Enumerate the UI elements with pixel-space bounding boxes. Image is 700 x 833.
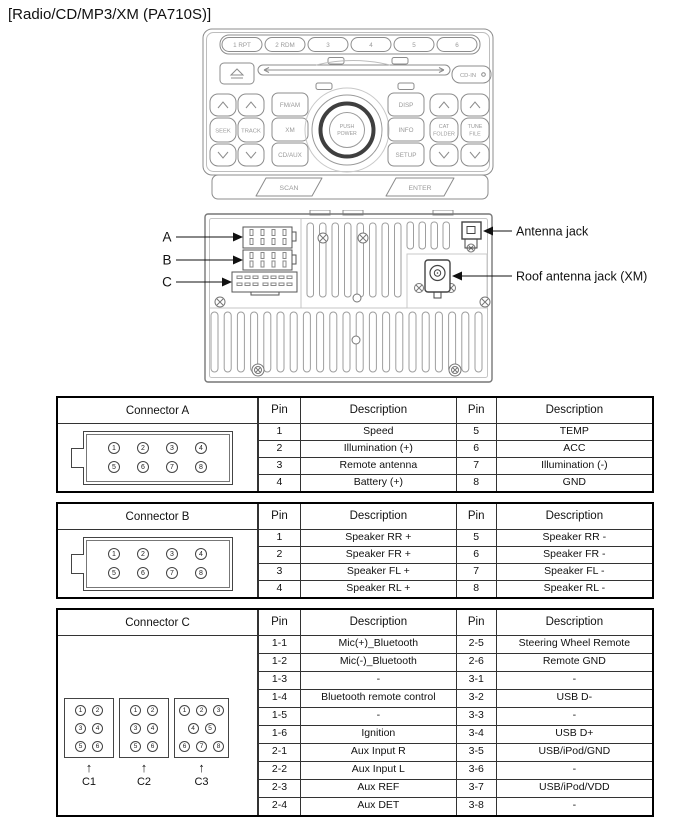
- pin-number: 1: [179, 705, 190, 716]
- setup-label: SETUP: [395, 152, 417, 159]
- table-cell: Speaker RL +: [300, 580, 456, 597]
- connector-b-pin-table: [258, 504, 652, 597]
- indicator-window: [316, 83, 332, 90]
- pin-number: 3: [166, 548, 178, 560]
- table-row: [259, 761, 653, 779]
- chevron-down-icon: [218, 152, 228, 158]
- table-cell: Speaker RR +: [300, 529, 456, 546]
- pin-number: 8: [195, 567, 207, 579]
- track-label: TRACK: [241, 128, 261, 135]
- pin-row: [179, 741, 224, 752]
- table-cell: 2-5: [456, 635, 496, 653]
- chevron-up-icon: [470, 102, 480, 108]
- table-cell: -: [300, 707, 456, 725]
- indicator-window: [392, 58, 408, 65]
- c3-pins: [174, 698, 229, 758]
- table-cell: Speaker FR +: [300, 546, 456, 563]
- power-label-line1: PUSH: [339, 124, 355, 130]
- enter-button: [386, 178, 454, 196]
- pin-number: 7: [166, 567, 178, 579]
- pin-number: 8: [195, 461, 207, 473]
- connector-a-diagram: [83, 431, 233, 485]
- table-row: [259, 743, 653, 761]
- table-cell: Aux REF: [300, 779, 456, 797]
- table-row: [259, 779, 653, 797]
- table-row: [259, 563, 653, 580]
- arrow-up-icon: ↑: [140, 760, 148, 775]
- pin-number: 4: [188, 723, 199, 734]
- arrow-up-icon: ↑: [85, 760, 93, 775]
- description-header: Description: [496, 610, 652, 635]
- eject-icon: [231, 69, 243, 78]
- connector-a-callout: A: [162, 229, 172, 245]
- table-cell: Aux Input R: [300, 743, 456, 761]
- preset-3-label: 3: [326, 42, 330, 49]
- description-header: Description: [300, 504, 456, 529]
- chevron-up-icon: [246, 102, 256, 108]
- table-cell: 6: [456, 440, 496, 457]
- track-buttons: [238, 94, 264, 166]
- pin-row: [108, 548, 207, 560]
- connector-c-table: [56, 608, 654, 817]
- table-cell: 3-5: [456, 743, 496, 761]
- pin-row: [108, 567, 207, 579]
- arrow-left-icon: [452, 272, 462, 281]
- table-header-row: [259, 610, 653, 635]
- table-cell: 1-6: [259, 725, 301, 743]
- table-row: [259, 474, 653, 491]
- pin-number: 3: [75, 723, 86, 734]
- table-cell: Remote GND: [496, 653, 652, 671]
- table-cell: 6: [456, 546, 496, 563]
- pin-row: [124, 723, 164, 734]
- pin-number: 5: [75, 741, 86, 752]
- description-header: Description: [496, 398, 652, 423]
- pin-number: 2: [196, 705, 207, 716]
- pin-row: [69, 705, 109, 716]
- info-label: INFO: [398, 127, 414, 134]
- connector-b-title: Connector B: [58, 504, 257, 530]
- pin-header: Pin: [456, 504, 496, 529]
- pin-number: 4: [195, 442, 207, 454]
- table-cell: Speaker RL -: [496, 580, 652, 597]
- rear-connector-a: [243, 227, 296, 248]
- table-cell: ACC: [496, 440, 652, 457]
- table-cell: Bluetooth remote control: [300, 689, 456, 707]
- connector-c-diagram: [64, 698, 234, 788]
- table-cell: 3: [259, 457, 301, 474]
- pin-number: 4: [195, 548, 207, 560]
- table-cell: 3-3: [456, 707, 496, 725]
- cd-in-label: CD-IN: [459, 73, 477, 79]
- table-row: [259, 529, 653, 546]
- front-view-drawing: [200, 27, 498, 207]
- pin-number: 6: [137, 567, 149, 579]
- table-cell: Mic(-)_Bluetooth: [300, 653, 456, 671]
- pin-number: 4: [92, 723, 103, 734]
- table-cell: 1-3: [259, 671, 301, 689]
- chevron-down-icon: [470, 152, 480, 158]
- cd-in-indicator: [452, 66, 491, 83]
- table-cell: 3-2: [456, 689, 496, 707]
- table-cell: Ignition: [300, 725, 456, 743]
- pin-number: 3: [213, 705, 224, 716]
- table-cell: 3-1: [456, 671, 496, 689]
- tune-file-buttons: [461, 94, 489, 166]
- table-cell: Illumination (-): [496, 457, 652, 474]
- description-header: Description: [300, 398, 456, 423]
- scan-button: [256, 178, 322, 196]
- table-cell: 4: [259, 580, 301, 597]
- pin-number: 1: [75, 705, 86, 716]
- indicator-window: [398, 83, 414, 90]
- pin-header: Pin: [259, 504, 301, 529]
- table-cell: 8: [456, 580, 496, 597]
- table-row: [259, 457, 653, 474]
- table-cell: Speaker FL -: [496, 563, 652, 580]
- table-cell: -: [300, 671, 456, 689]
- pin-number: 5: [130, 741, 141, 752]
- description-header: Description: [496, 504, 652, 529]
- table-cell: 2: [259, 440, 301, 457]
- pin-number: 2: [147, 705, 158, 716]
- table-row: [259, 440, 653, 457]
- c1-pins: [64, 698, 114, 758]
- c2-label: C2: [136, 776, 152, 788]
- rear-connector-c: [232, 272, 297, 295]
- pin-number: 4: [147, 723, 158, 734]
- table-cell: 1-1: [259, 635, 301, 653]
- connector-a-title: Connector A: [58, 398, 257, 424]
- roof-antenna-jack: [425, 260, 450, 298]
- pin-header: Pin: [456, 398, 496, 423]
- table-header-row: [259, 398, 653, 423]
- cat-folder-buttons: [430, 94, 458, 166]
- connector-c-pin-table: [258, 610, 652, 815]
- chevron-up-icon: [218, 102, 228, 108]
- table-cell: GND: [496, 474, 652, 491]
- table-cell: 8: [456, 474, 496, 491]
- pin-row: [69, 741, 109, 752]
- c1-label: C1: [81, 776, 97, 788]
- table-row: [259, 725, 653, 743]
- pin-row: [179, 705, 224, 716]
- connector-b-callout: B: [162, 252, 172, 268]
- pin-row: [108, 442, 207, 454]
- pin-number: 1: [130, 705, 141, 716]
- enter-label: ENTER: [408, 185, 432, 192]
- table-cell: Remote antenna: [300, 457, 456, 474]
- table-row: [259, 423, 653, 440]
- pin-number: 1: [108, 442, 120, 454]
- table-cell: Aux Input L: [300, 761, 456, 779]
- c3-label: C3: [194, 776, 209, 788]
- pin-row: [69, 723, 109, 734]
- rear-view-drawing: [55, 210, 700, 392]
- table-header-row: [259, 504, 653, 529]
- connector-b-pins: [86, 540, 230, 588]
- connector-a-pin-table: [258, 398, 652, 491]
- pin-number: 2: [137, 442, 149, 454]
- table-cell: 1: [259, 529, 301, 546]
- description-header: Description: [300, 610, 456, 635]
- table-cell: 1-2: [259, 653, 301, 671]
- table-cell: -: [496, 797, 652, 815]
- pin-number: 6: [92, 741, 103, 752]
- table-cell: 3-4: [456, 725, 496, 743]
- sub-connector-c1: [64, 698, 114, 788]
- page-title: [Radio/CD/MP3/XM (PA710S)]: [8, 6, 212, 23]
- table-cell: 4: [259, 474, 301, 491]
- eject-button: [220, 63, 254, 84]
- pin-number: 5: [108, 567, 120, 579]
- preset-2-label: 2 RDM: [275, 42, 295, 49]
- table-cell: 1-5: [259, 707, 301, 725]
- table-row: [259, 580, 653, 597]
- table-cell: 3: [259, 563, 301, 580]
- scan-label: SCAN: [279, 185, 299, 192]
- chevron-up-icon: [439, 102, 449, 108]
- table-cell: -: [496, 761, 652, 779]
- pin-number: 6: [147, 741, 158, 752]
- rear-connector-b: [243, 250, 296, 270]
- table-cell: 2-1: [259, 743, 301, 761]
- arrow-right-icon: [222, 278, 232, 287]
- preset-4-label: 4: [369, 42, 373, 49]
- preset-buttons: [222, 38, 477, 52]
- table-row: [259, 707, 653, 725]
- table-cell: 2: [259, 546, 301, 563]
- pin-row: [124, 705, 164, 716]
- chevron-down-icon: [246, 152, 256, 158]
- table-row: [259, 671, 653, 689]
- table-cell: USB D-: [496, 689, 652, 707]
- display-buttons: [388, 93, 424, 166]
- table-cell: Mic(+)_Bluetooth: [300, 635, 456, 653]
- table-row: [259, 797, 653, 815]
- pin-number: 6: [179, 741, 190, 752]
- table-cell: 2-6: [456, 653, 496, 671]
- table-cell: 3-8: [456, 797, 496, 815]
- table-cell: Speed: [300, 423, 456, 440]
- table-cell: Speaker FL +: [300, 563, 456, 580]
- table-cell: Aux DET: [300, 797, 456, 815]
- table-cell: 1: [259, 423, 301, 440]
- cat-folder-label-line1: CAT: [438, 124, 450, 130]
- seek-label: SEEK: [215, 128, 231, 135]
- table-cell: 7: [456, 563, 496, 580]
- roof-antenna-jack-callout: Roof antenna jack (XM): [516, 269, 648, 284]
- arrow-up-icon: ↑: [198, 760, 205, 775]
- table-cell: USB/iPod/GND: [496, 743, 652, 761]
- table-cell: 1-4: [259, 689, 301, 707]
- preset-1-label: 1 RPT: [233, 42, 251, 49]
- table-row: [259, 635, 653, 653]
- table-cell: Battery (+): [300, 474, 456, 491]
- power-knob: [305, 88, 389, 172]
- pin-number: 3: [130, 723, 141, 734]
- table-cell: USB D+: [496, 725, 652, 743]
- c2-pins: [119, 698, 169, 758]
- connector-a-pins: [86, 434, 230, 482]
- table-cell: Speaker FR -: [496, 546, 652, 563]
- pin-number: 2: [92, 705, 103, 716]
- preset-6-label: 6: [455, 42, 459, 49]
- antenna-jack-callout: Antenna jack: [516, 224, 589, 239]
- pin-number: 6: [137, 461, 149, 473]
- sub-connector-c3: [174, 698, 229, 788]
- table-cell: Illumination (+): [300, 440, 456, 457]
- pin-row: [108, 461, 207, 473]
- pin-number: 2: [137, 548, 149, 560]
- connector-a-table: [56, 396, 654, 493]
- connector-b-diagram: [83, 537, 233, 591]
- chevron-down-icon: [439, 152, 449, 158]
- pin-number: 5: [205, 723, 216, 734]
- cat-folder-label-line2: FOLDER: [433, 131, 455, 138]
- table-cell: 5: [456, 423, 496, 440]
- pin-header: Pin: [259, 610, 301, 635]
- pin-header: Pin: [259, 398, 301, 423]
- table-cell: 5: [456, 529, 496, 546]
- table-row: [259, 546, 653, 563]
- arrow-right-icon: [233, 233, 243, 242]
- connector-key-tab: [71, 554, 84, 574]
- table-cell: USB/iPod/VDD: [496, 779, 652, 797]
- xm-label: XM: [285, 127, 295, 134]
- preset-5-label: 5: [412, 42, 416, 49]
- table-cell: 2-3: [259, 779, 301, 797]
- sub-connector-c2: [119, 698, 169, 788]
- cd-slot: [258, 61, 450, 76]
- table-cell: 3-7: [456, 779, 496, 797]
- table-cell: Speaker RR -: [496, 529, 652, 546]
- pin-number: 5: [108, 461, 120, 473]
- pin-header: Pin: [456, 610, 496, 635]
- seek-buttons: [210, 94, 236, 166]
- connector-b-table: [56, 502, 654, 599]
- tune-file-label-line1: TUNE: [467, 124, 483, 130]
- fm-am-label: FM/AM: [279, 102, 301, 109]
- table-row: [259, 653, 653, 671]
- table-cell: -: [496, 707, 652, 725]
- table-cell: 2-2: [259, 761, 301, 779]
- table-cell: TEMP: [496, 423, 652, 440]
- pin-number: 7: [196, 741, 207, 752]
- pin-number: 3: [166, 442, 178, 454]
- table-cell: 3-6: [456, 761, 496, 779]
- pin-row: [179, 723, 224, 734]
- bottom-tray: [212, 175, 488, 199]
- pin-number: 1: [108, 548, 120, 560]
- connector-c-title: Connector C: [58, 610, 257, 636]
- power-label-line2: POWER: [337, 131, 357, 137]
- table-cell: 7: [456, 457, 496, 474]
- connector-c-callout: C: [162, 274, 172, 290]
- table-cell: Steering Wheel Remote: [496, 635, 652, 653]
- table-row: [259, 689, 653, 707]
- arrow-right-icon: [233, 256, 243, 265]
- disp-label: DISP: [398, 102, 414, 109]
- tune-file-label-line2: FILE: [469, 131, 481, 138]
- pin-number: 7: [166, 461, 178, 473]
- connector-key-tab: [71, 448, 84, 468]
- table-cell: 2-4: [259, 797, 301, 815]
- source-buttons: [272, 93, 308, 166]
- cd-aux-label: CD/AUX: [278, 152, 302, 159]
- pin-row: [124, 741, 164, 752]
- table-cell: -: [496, 671, 652, 689]
- pin-number: 8: [213, 741, 224, 752]
